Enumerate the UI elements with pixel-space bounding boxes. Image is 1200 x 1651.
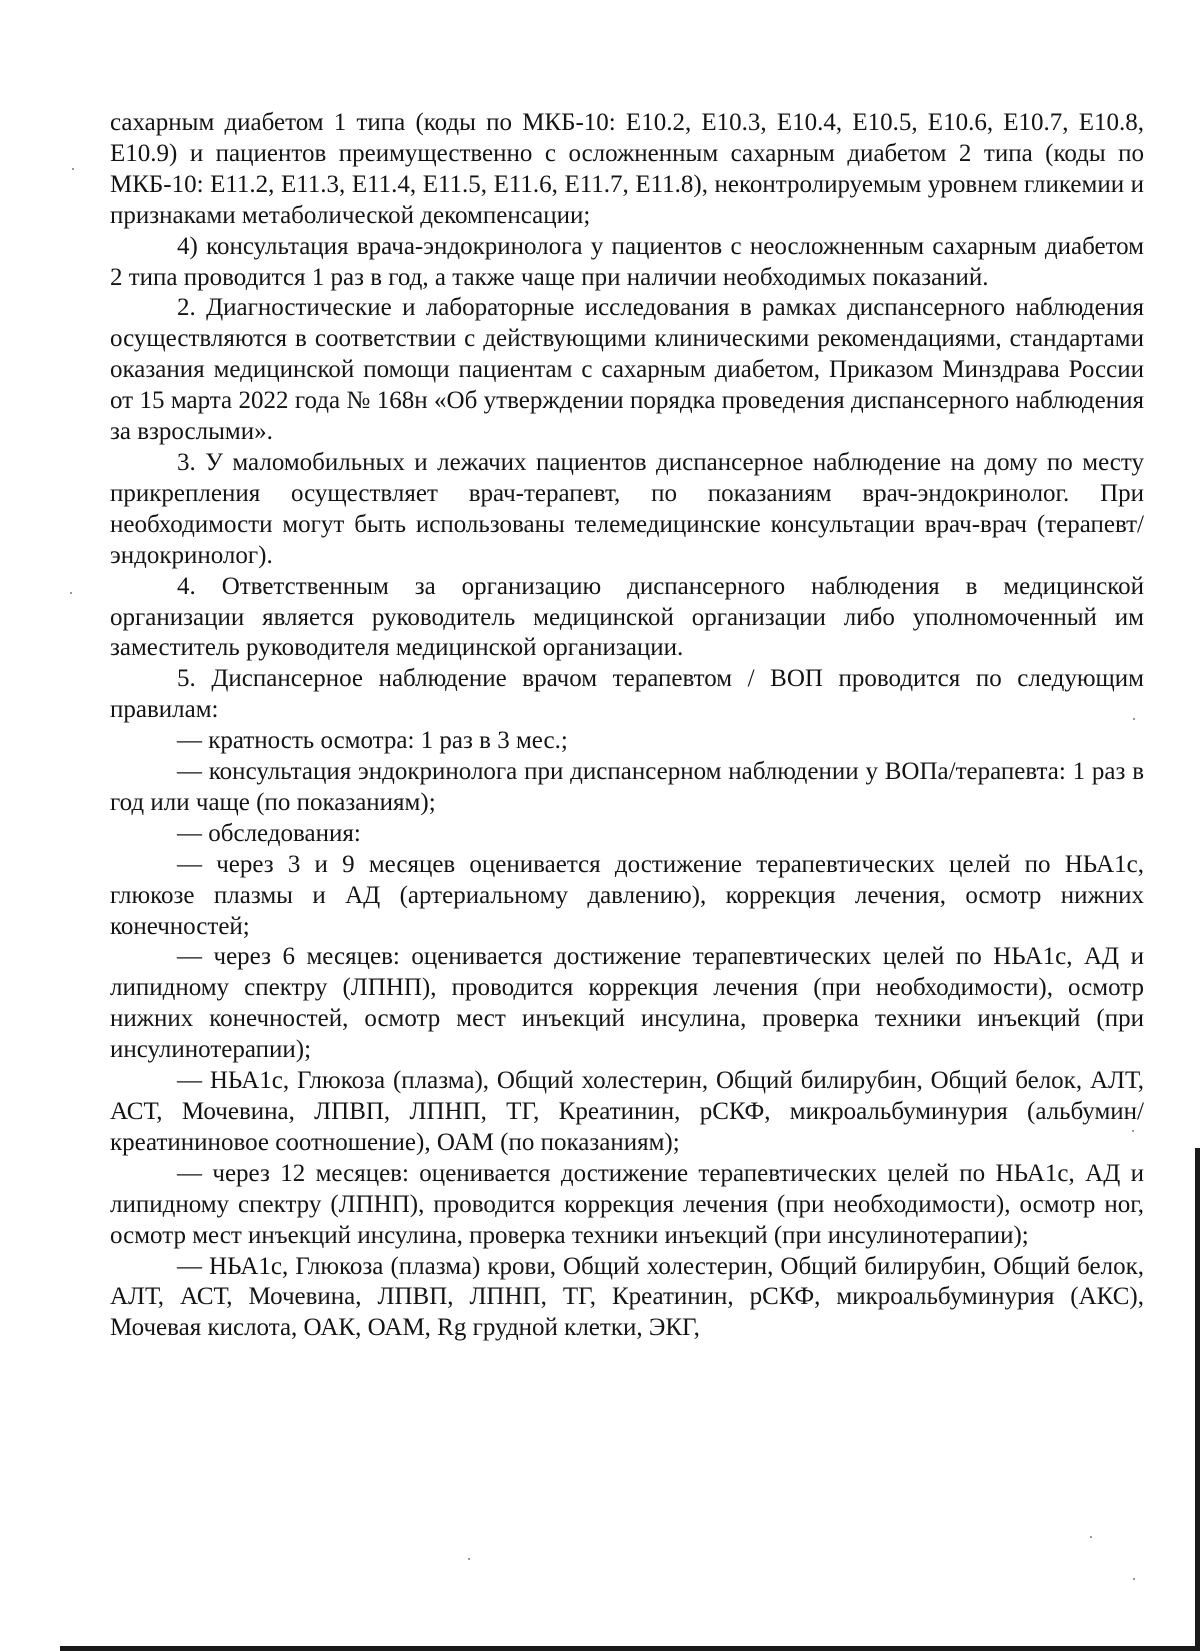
scan-edge-shadow	[1195, 1148, 1200, 1651]
paragraph-endocrinologist-consultation: 4) консультация врача-эндокринолога у пациентов с неосложненным сахарным диабетом 2 типа проводится 1 раз в год, а также чаще при наличии необходимых показаний.	[110, 232, 1144, 291]
list-item-examinations: — обследования:	[177, 819, 361, 847]
paragraph-observation-rules: 5. Диспансерное наблюдение врачом терапевтом / ВОП проводится по следующим правилам:	[110, 665, 1144, 724]
scan-bottom-shadow	[60, 1646, 1200, 1651]
paragraph-diabetes-codes: сахарным диабетом 1 типа (коды по МКБ-10: Е10.2, Е10.3, Е10.4, Е10.5, Е10.6, Е10.7, Е10.8, Е10.9) и пациентов преимущественно с осложненным сахарным диабетом 2 типа (коды по МКБ-10: Е11.2, Е11.3, Е11.4, Е11.5, Е11.6, Е11.7, Е11.8), неконтролируемым уровнем гликемии и признаками метаболической декомпенсации;	[110, 109, 1144, 229]
list-item-12-months-tests: — НЬА1с, Глюкоза (плазма) крови, Общий холестерин, Общий билирубин, Общий белок, АЛТ, АСТ, Мочевина, ЛПВП, ЛПНП, ТГ, Креатинин, рСКФ, микроальбуминурия (АКС), Мочевая кислота, ОАК, ОАМ, Rg грудной клетки, ЭКГ,	[110, 1252, 1144, 1342]
scan-speck	[72, 168, 74, 170]
scan-speck	[70, 592, 72, 594]
paragraph-responsible-person: 4. Ответственным за организацию диспансерного наблюдения в медицинской организации является руководитель медицинской организации либо уполномоченный им заместитель руководителя медицинской организации.	[110, 572, 1144, 662]
list-item-endocrinologist: — консультация эндокринолога при диспансерном наблюдении у ВОПа/терапевта: 1 раз в год или чаще (по показаниям);	[110, 758, 1144, 816]
list-item-12-months: — через 12 месяцев: оценивается достижение терапевтических целей по НЬА1с, АД и липидному спектру (ЛПНП), проводится коррекция лечения (при необходимости), осмотр ног, осмотр мест инъекций инсулина, проверка техники инъекций (при инсулинотерапии);	[110, 1159, 1144, 1249]
scan-speck	[1090, 1536, 1092, 1538]
paragraph-home-observation: 3. У маломобильных и лежачих пациентов диспансерное наблюдение на дому по месту прикрепления осуществляет врач-терапевт, по показаниям врач-эндокринолог. При необходимости могут быть использованы телемедицинские консультации врач-врач (терапевт/ эндокринолог).	[110, 448, 1144, 569]
scan-speck	[1132, 1130, 1134, 1132]
scan-speck	[1133, 718, 1135, 720]
list-item-3-9-months: — через 3 и 9 месяцев оценивается достижение терапевтических целей по НЬА1с, глюкозе плазмы и АД (артериальному давлению), коррекция лечения, осмотр нижних конечностей;	[110, 850, 1144, 940]
scan-speck	[1133, 1578, 1135, 1580]
document-page	[110, 108, 1144, 1344]
list-item-6-months: — через 6 месяцев: оценивается достижение терапевтических целей по НЬА1с, АД и липидному спектру (ЛПНП), проводится коррекция лечения (при необходимости), осмотр нижних конечностей, осмотр мест инъекций инсулина, проверка техники инъекций (при инсулинотерапии);	[110, 943, 1144, 1064]
list-item-exam-frequency: — кратность осмотра: 1 раз в 3 мес.;	[177, 727, 568, 755]
paragraph-diagnostic-studies: 2. Диагностические и лабораторные исследования в рамках диспансерного наблюдения осуществляются в соответствии с действующими клиническими рекомендациями, стандартами оказания медицинской помощи пациентам с сахарным диабетом, Приказом Минздрава России от 15 марта 2022 года № 168н «Об утверждении порядка проведения диспансерного наблюдения за взрослыми».	[110, 294, 1144, 446]
list-item-6-months-tests: — НЬА1с, Глюкоза (плазма), Общий холестерин, Общий билирубин, Общий белок, АЛТ, АСТ, Мочевина, ЛПВП, ЛПНП, ТГ, Креатинин, рСКФ, микроальбуминурия (альбумин/креатининовое соотношение), ОАМ (по показаниям);	[110, 1067, 1144, 1156]
scan-speck	[468, 1558, 470, 1560]
